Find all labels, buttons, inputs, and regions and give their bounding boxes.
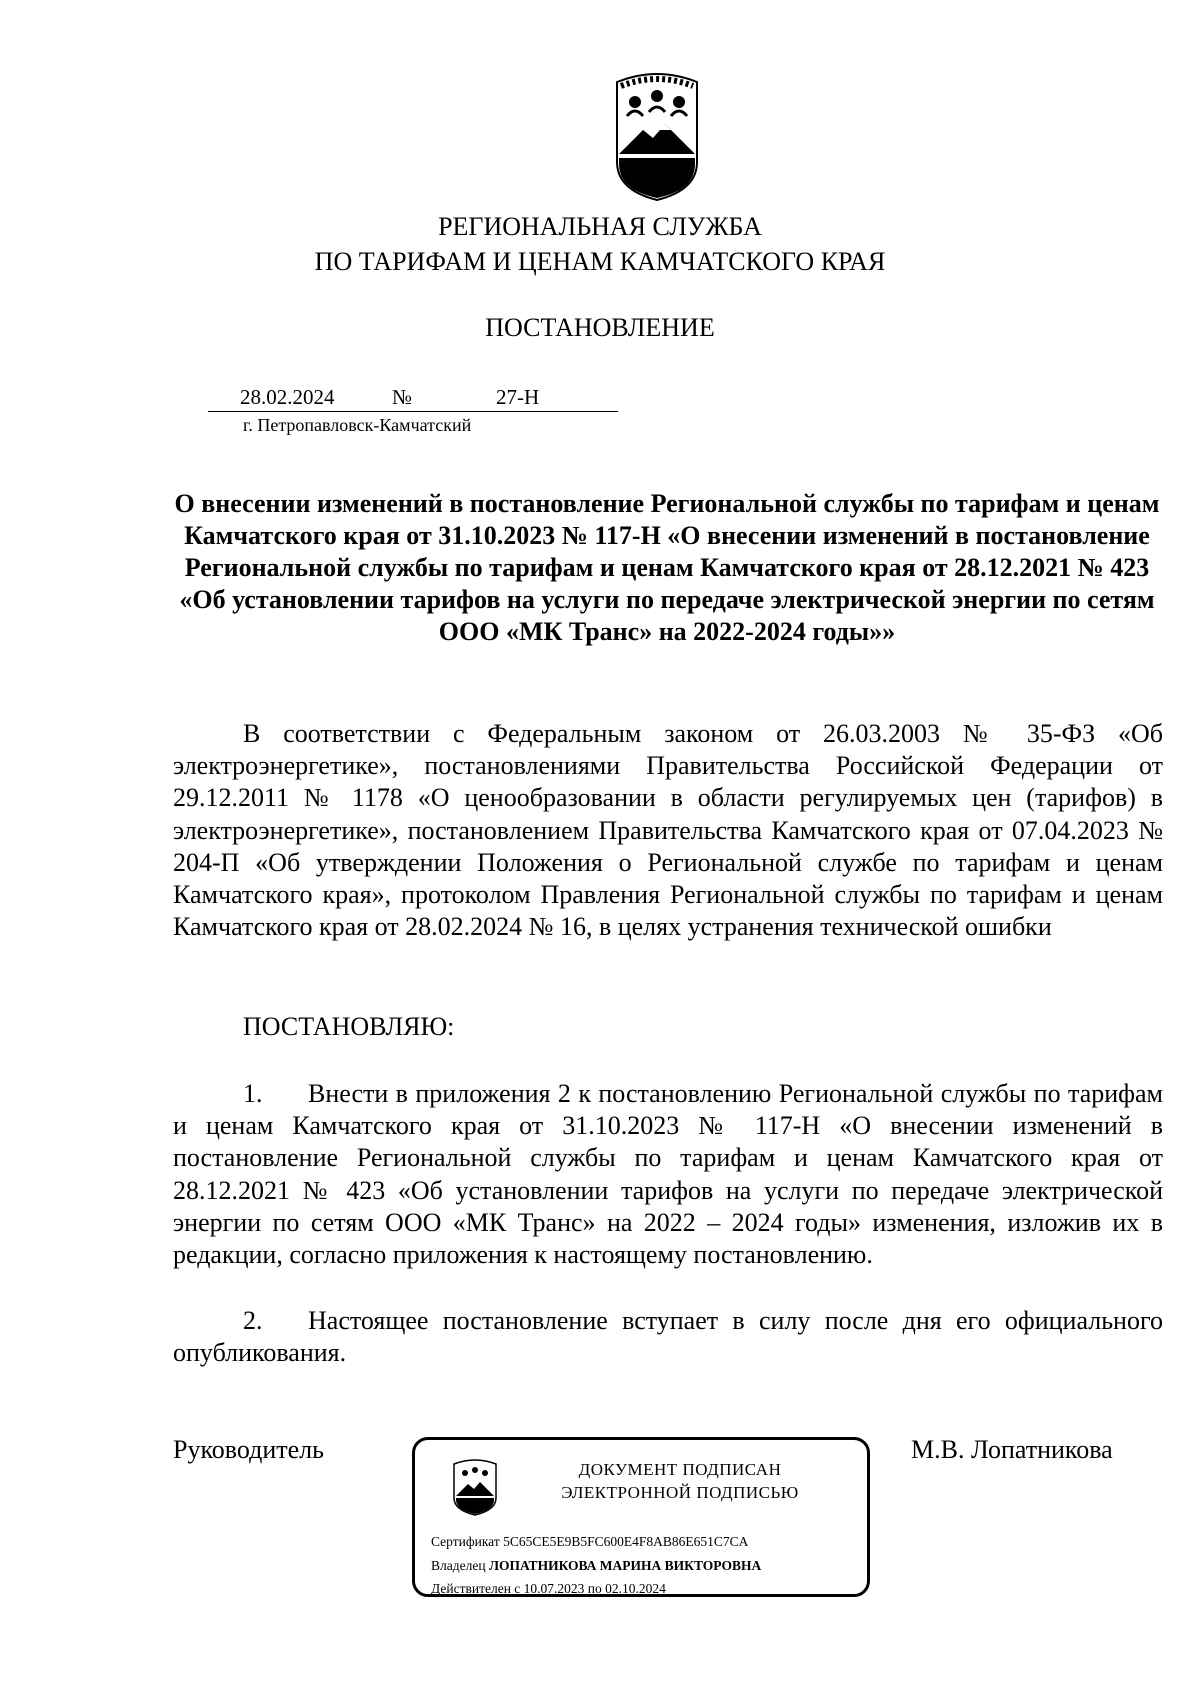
document-number: 27-Н bbox=[496, 385, 540, 409]
item-text: Настоящее постановление вступает в силу после дня его официального опубликования. bbox=[173, 1306, 1163, 1368]
certificate-value: 5C65CE5E9B5FC600E4F8AB86E651C7CA bbox=[503, 1534, 749, 1549]
decree-item-2 bbox=[173, 1305, 1163, 1369]
item-number: 2. bbox=[243, 1306, 263, 1335]
document-type: ПОСТАНОВЛЕНИЕ bbox=[485, 313, 715, 342]
number-sign: № bbox=[392, 385, 413, 409]
valid-to: 02.10.2024 bbox=[605, 1581, 666, 1596]
organization-name-line2: ПО ТАРИФАМ И ЦЕНАМ КАМЧАТСКОГО КРАЯ bbox=[314, 247, 886, 276]
item-number: 1. bbox=[243, 1079, 263, 1108]
document-city: г. Петропавловск-Камчатский bbox=[243, 415, 472, 435]
decree-item-1 bbox=[173, 1078, 1163, 1271]
signatory-role: Руководитель bbox=[173, 1435, 324, 1464]
owner-value: ЛОПАТНИКОВА МАРИНА ВИКТОРОВНА bbox=[488, 1558, 762, 1573]
organization-name-line1: РЕГИОНАЛЬНАЯ СЛУЖБА bbox=[438, 212, 762, 241]
document-date: 28.02.2024 bbox=[240, 385, 335, 409]
certificate-label: Сертификат bbox=[431, 1534, 500, 1549]
valid-label: Действителен с bbox=[431, 1581, 521, 1596]
stamp-emblem-icon bbox=[451, 1458, 499, 1516]
preamble-paragraph: В соответствии с Федеральным законом от 26.03.2003 № 35-ФЗ «Об электроэнергетике», постановлениями Правительства Российской Федерации от 29.12.2011 № 1178 «О ценообразовании в области регулируемых цен (тарифов) в электроэнергетике», постановлением Правительства Камчатского края от 07.04.2023 № 204-П «Об утверждении Положения о Региональной службе по тарифам и ценам Камчатского края», протоколом Правления Региональной службы по тарифам и ценам Камчатского края от 28.02.2024 № 16, в целях устранения технической ошибки bbox=[173, 719, 1163, 942]
valid-to-label: по bbox=[587, 1581, 602, 1596]
stamp-heading-line2: ЭЛЕКТРОННОЙ ПОДПИСЬЮ bbox=[561, 1483, 799, 1502]
stamp-owner bbox=[431, 1558, 761, 1574]
valid-from: 10.07.2023 bbox=[523, 1581, 585, 1596]
signatory-name: М.В. Лопатникова bbox=[911, 1435, 1113, 1464]
document-title: О внесении изменений в постановление Региональной службы по тарифам и ценам Камчатского края от 31.10.2023 № 117-Н «О внесении изменений в постановление Региональной службы по тарифам и ценам Камчатского края от 28.12.2021 № 423 «Об установлении тарифов на услуги по передаче электрической энергии по сетям ООО «МК Транс» на 2022-2024 годы»» bbox=[174, 489, 1160, 646]
electronic-signature-stamp bbox=[412, 1437, 870, 1597]
owner-label: Владелец bbox=[431, 1558, 486, 1573]
stamp-certificate bbox=[431, 1534, 748, 1550]
stamp-heading-line1: ДОКУМЕНТ ПОДПИСАН bbox=[578, 1460, 782, 1479]
item-text: Внести в приложения 2 к постановлению Региональной службы по тарифам и ценам Камчатского края от 31.10.2023 № 117-Н «О внесении изменений в постановление Региональной службы по тарифам и ценам Камчатского края от 28.12.2021 № 423 «Об установлении тарифов на услуги по передаче электрической энергии по сетям ООО «МК Транс» на 2022 – 2024 годы» изменения, изложив их в редакции, согласно приложения к настоящему постановлению. bbox=[173, 1079, 1163, 1270]
date-underline bbox=[208, 411, 618, 412]
coat-of-arms-emblem bbox=[613, 72, 701, 202]
resolve-heading: ПОСТАНОВЛЯЮ: bbox=[243, 1012, 455, 1041]
stamp-validity bbox=[431, 1581, 666, 1597]
